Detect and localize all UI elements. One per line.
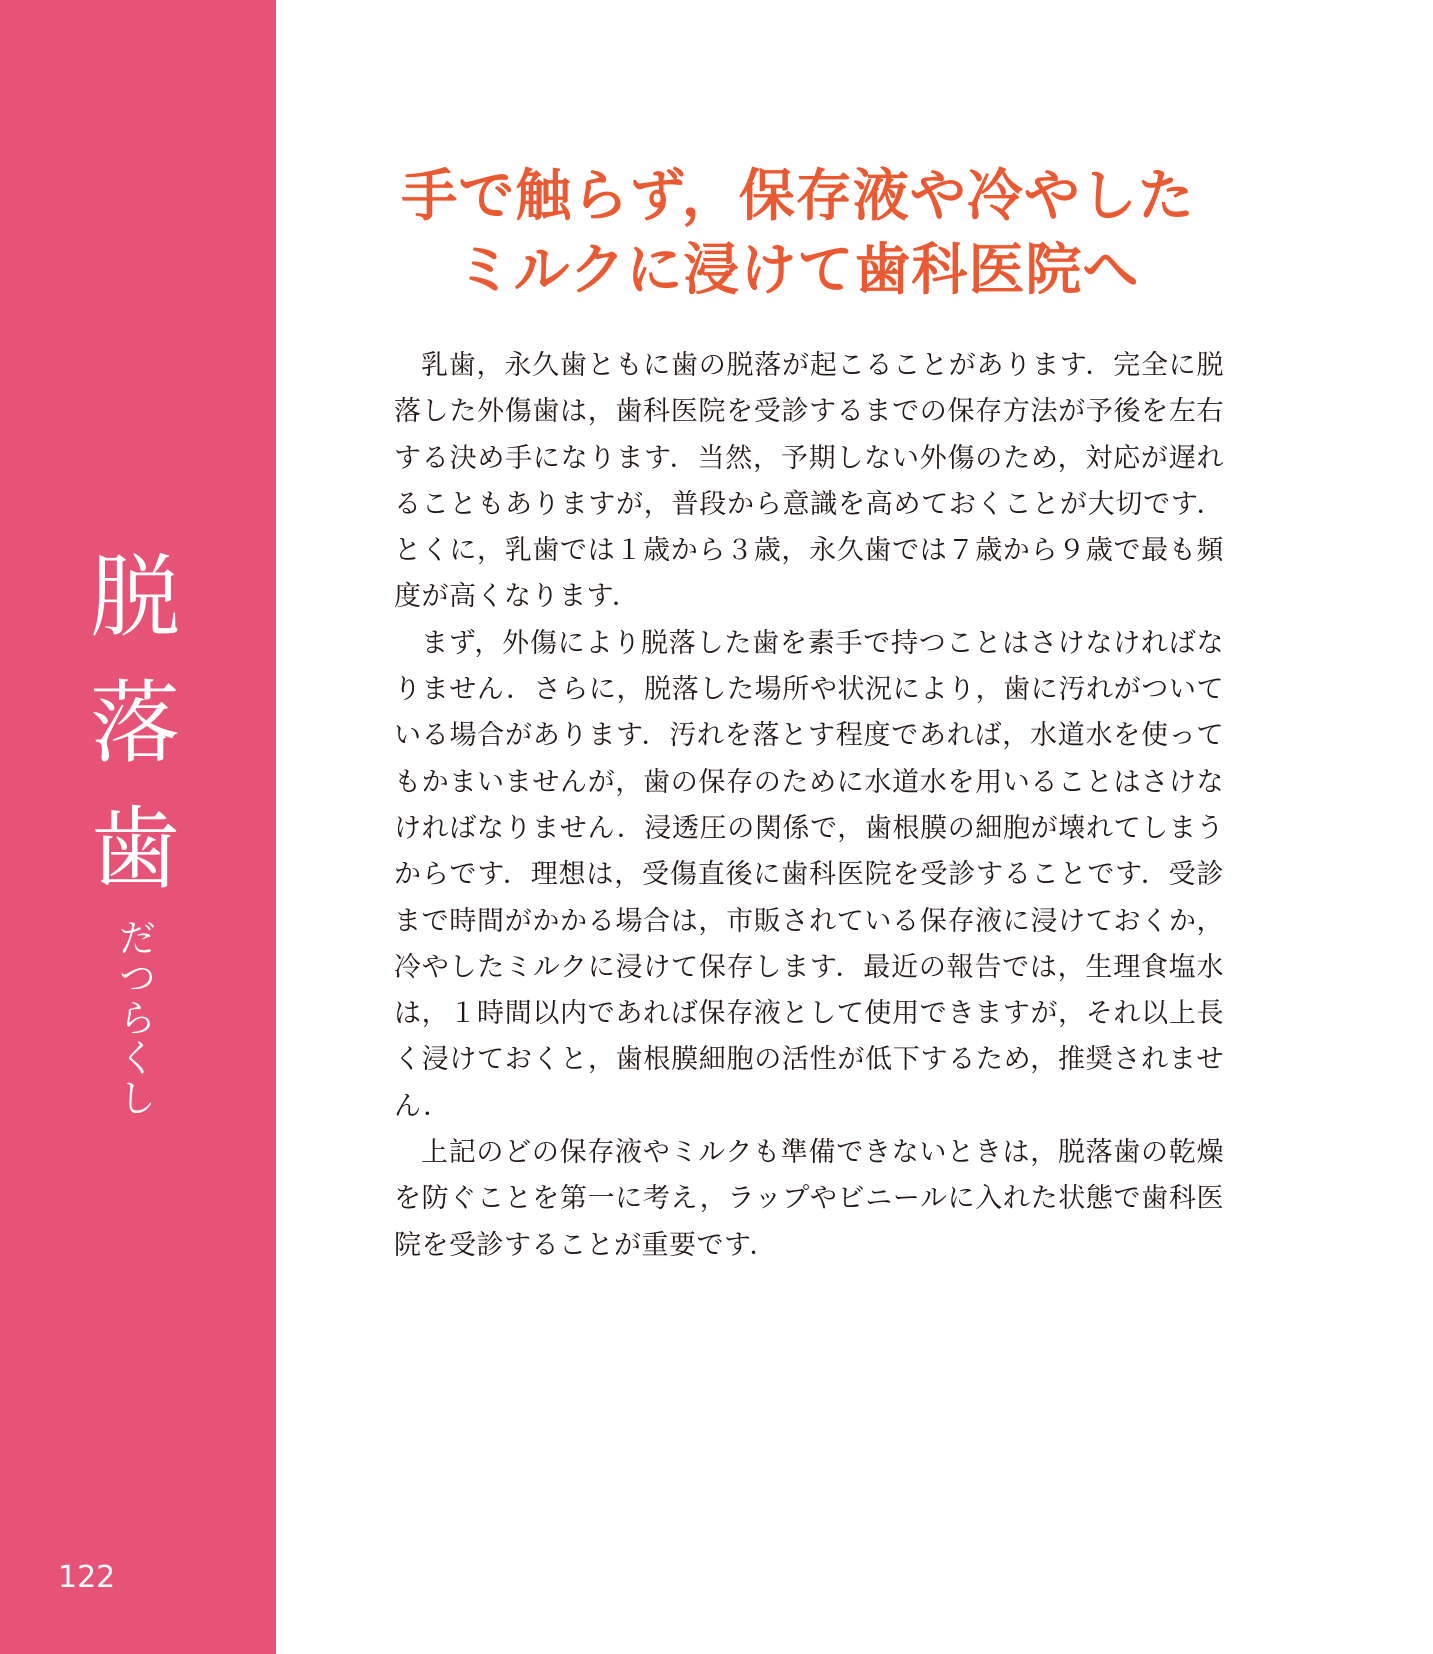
heading-line: 手で触らず，保存液や冷やした — [401, 164, 1195, 229]
body-paragraph: まず，外傷により脱落した歯を素手で持つことはさけなければなりません．さらに，脱落した場所や状況により，歯に汚れがついている場合があります．汚れを落とす程度であれば，水道水を使ってもかまいませんが，歯の保存のために水道水を用いることはさけなければなりません．浸透圧の関係で，歯根膜の細胞が壊れてしまうからです．理想は，受傷直後に歯科医院を受診することです．受診まで時間がかかる場合は，市販されている保存液に浸けておくか，冷やしたミルクに浸けて保存します．最近の報告では，生理食塩水は，１時間以内であれば保存液として使用できますが，それ以上長く浸けておくと，歯根膜細胞の活性が低下するため，推奨されません． — [394, 627, 1224, 1122]
sidebar-reading: だつらくし — [112, 918, 156, 1118]
page-heading — [376, 160, 1220, 308]
body-paragraph: 上記のどの保存液やミルクも準備できないときは，脱落歯の乾燥を防ぐことを第一に考え，ラップやビニールに入れた状態で歯科医院を受診することが重要です． — [394, 1137, 1224, 1261]
sidebar-title-char: 脱 — [90, 545, 180, 650]
page-number: 122 — [58, 1560, 116, 1595]
body-paragraph: 乳歯，永久歯ともに歯の脱落が起こることがあります．完全に脱落した外傷歯は，歯科医院を受診するまでの保存方法が予後を左右する決め手になります．当然，予期しない外傷のため，対応が遅れることもありますが，普段から意識を高めておくことが大切です．とくに，乳歯では１歳から３歳，永久歯では７歳から９歳で最も頻度が高くなります． — [394, 350, 1224, 613]
heading-line: ミルクに浸けて歯科医院へ — [456, 238, 1140, 303]
sidebar-title-char: 歯 — [90, 797, 180, 902]
body-text — [394, 343, 1224, 1269]
sidebar — [0, 0, 276, 1654]
sidebar-title — [85, 535, 185, 913]
sidebar-title-char: 落 — [90, 671, 180, 776]
